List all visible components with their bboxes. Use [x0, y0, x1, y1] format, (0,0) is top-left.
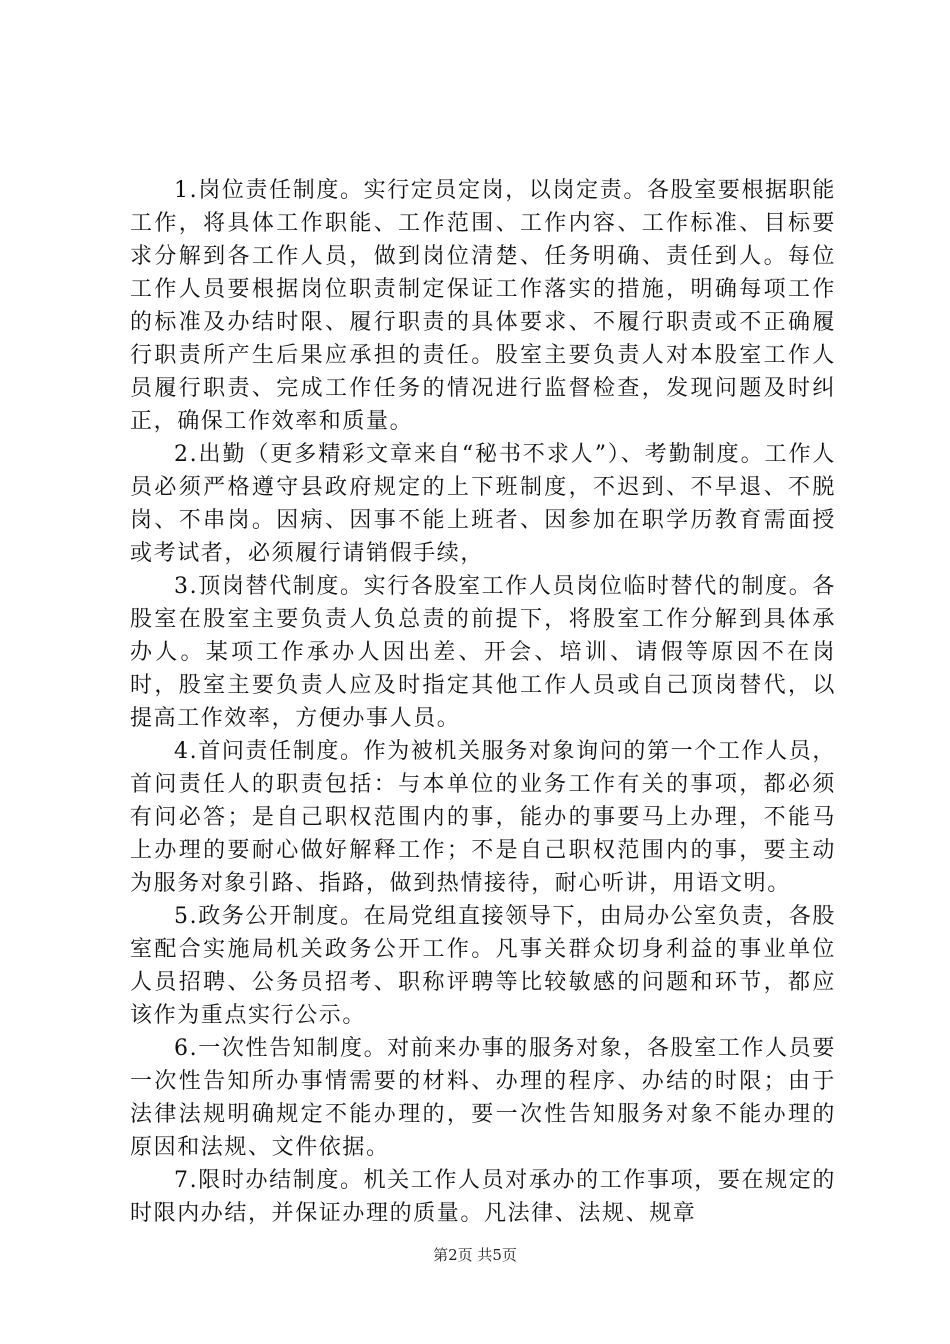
page-number-footer: 第2页 共5页: [433, 1246, 517, 1264]
paragraph-first-inquiry: 4.首问责任制度。作为被机关服务对象询问的第一个工作人员，首问责任人的职责包括：与本单位的业务工作有关的事项，都必须有问必答；是自己职权范围内的事，能办的事要马上办理，不能马上办理的要耐心做好解释工作；不是自己职权范围内的事，要主动为服务对象引路、指路，做到热情接待，耐心听讲，用语文明。: [130, 739, 836, 896]
paragraph-time-limit: 7.限时办结制度。机关工作人员对承办的工作事项，要在规定的时限内办结，并保证办理的质量。凡法律、法规、规章: [130, 1168, 836, 1226]
paragraph-substitution: 3.顶岗替代制度。实行各股室工作人员岗位临时替代的制度。各股室在股室主要负责人负总责的前提下，将股室工作分解到具体承办人。某项工作承办人因出差、开会、培训、请假等原因不在岗时，股室主要负责人应及时指定其他工作人员或自己顶岗替代，以提高工作效率，方便办事人员。: [130, 574, 836, 731]
paragraph-open-affairs: 5.政务公开制度。在局党组直接领导下，由局办公室负责，各股室配合实施局机关政务公开工作。凡事关群众切身利益的事业单位人员招聘、公务员招考、职称评聘等比较敏感的问题和环节，都应该作为重点实行公示。: [130, 904, 836, 1028]
paragraph-attendance: 2.出勤（更多精彩文章来自“秘书不求人”）、考勤制度。工作人员必须严格遵守县政府规定的上下班制度，不迟到、不早退、不脱岗、不串岗。因病、因事不能上班者、因参加在职学历教育需面授或考试者，必须履行请销假手续，: [130, 442, 836, 566]
paragraph-job-responsibility: 1.岗位责任制度。实行定员定岗，以岗定责。各股室要根据职能工作，将具体工作职能、工作范围、工作内容、工作标准、目标要求分解到各工作人员，做到岗位清楚、任务明确、责任到人。每位工作人员要根据岗位职责制定保证工作落实的措施，明确每项工作的标准及办结时限、履行职责的具体要求、不履行职责或不正确履行职责所产生后果应承担的责任。股室主要负责人对本股室工作人员履行职责、完成工作任务的情况进行监督检查，发现问题及时纠正，确保工作效率和质量。: [130, 178, 836, 434]
paragraph-one-time-notice: 6.一次性告知制度。对前来办事的服务对象，各股室工作人员要一次性告知所办事情需要的材料、办理的程序、办结的时限；由于法律法规明确规定不能办理的，要一次性告知服务对象不能办理的原因和法规、文件依据。: [130, 1036, 836, 1160]
document-body: [130, 174, 836, 1230]
